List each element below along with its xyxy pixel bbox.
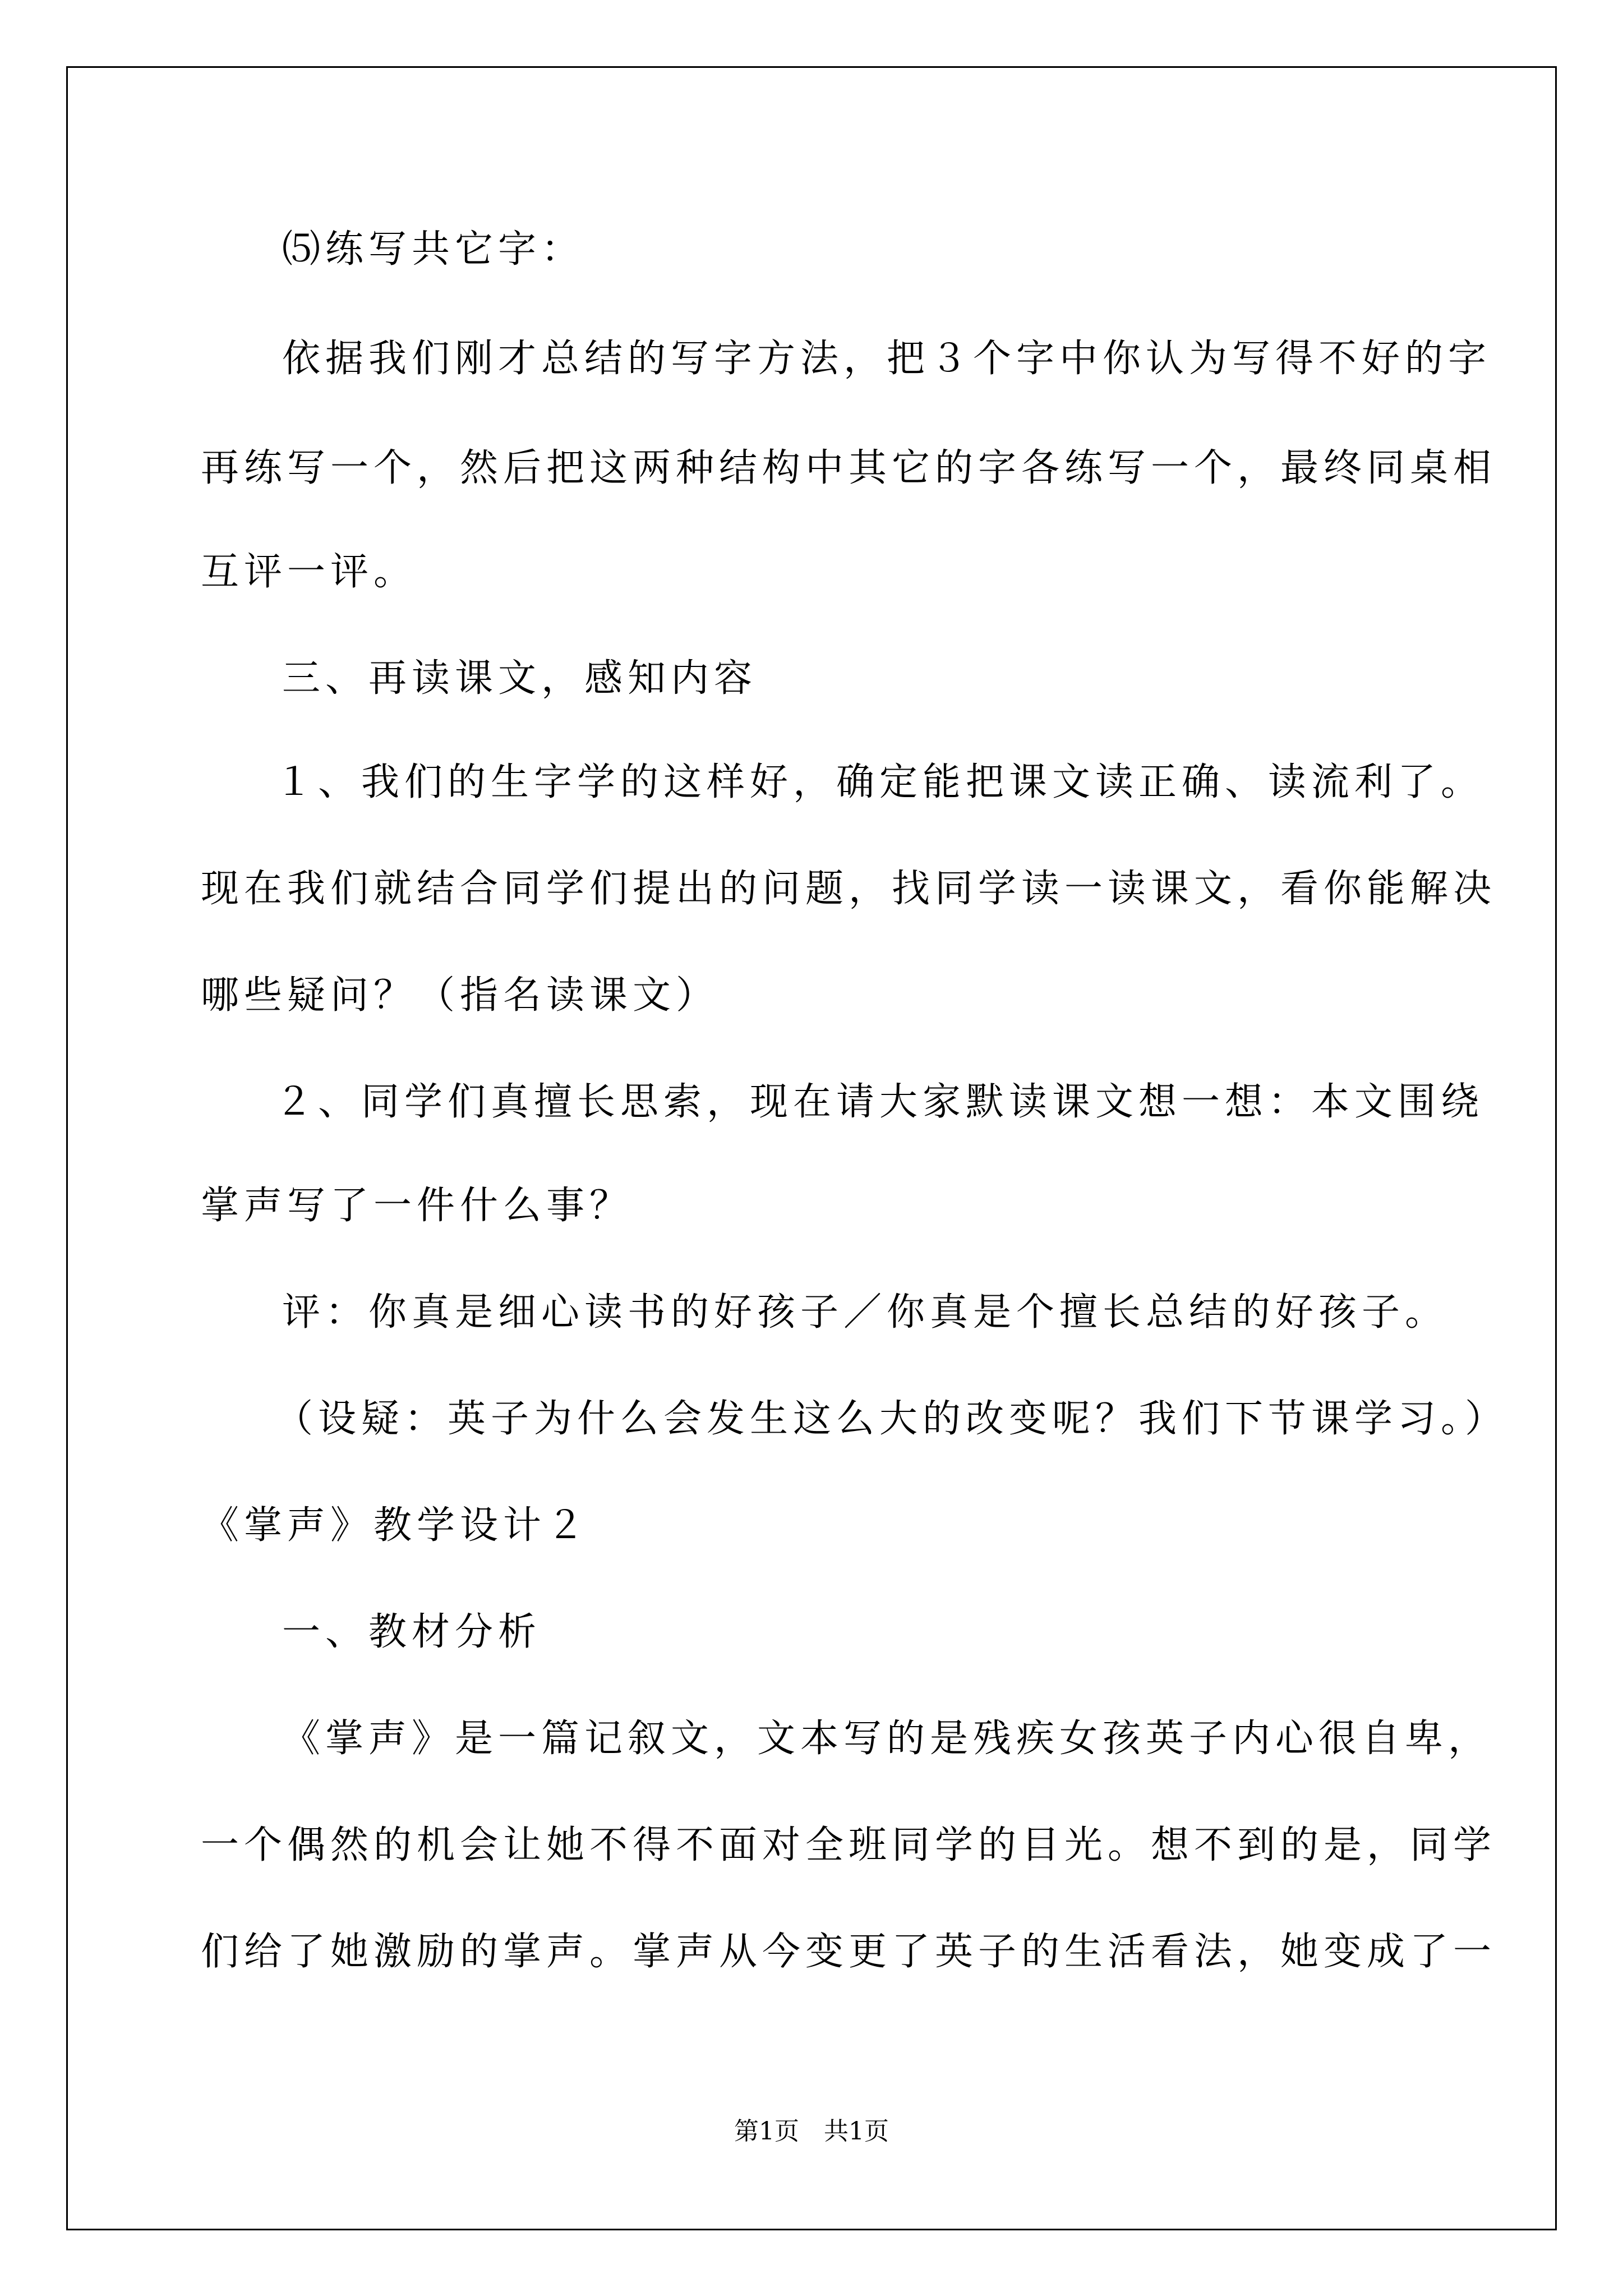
section-heading: 一、教材分析 bbox=[282, 1610, 542, 1654]
text-line: 掌声写了一件什么事？ bbox=[201, 1184, 633, 1228]
text-line: １、我们的生字学的这样好，确定能把课文读正确、读流利了。 bbox=[275, 760, 1484, 804]
text-line: 现在我们就结合同学们提出的问题，找同学读一读课文，看你能解决 bbox=[201, 867, 1497, 911]
document-title: 《掌声》教学设计２ bbox=[201, 1503, 590, 1548]
section-heading: 三、再读课文，感知内容 bbox=[282, 656, 758, 701]
page-frame bbox=[66, 66, 1557, 2230]
text-line: 评：你真是细心读书的好孩子／你真是个擅长总结的好孩子。 bbox=[282, 1290, 1449, 1335]
text-line: 依据我们刚才总结的写字方法，把３个字中你认为写得不好的字 bbox=[282, 337, 1492, 381]
text-line: 《掌声》是一篇记叙文，文本写的是残疾女孩英子内心很自卑， bbox=[282, 1717, 1492, 1761]
text-line: 哪些疑问？（指名读课文） bbox=[201, 973, 720, 1018]
page-number-footer: 第1页 共1页 bbox=[734, 2117, 889, 2146]
text-line: ⑸练写共它字： bbox=[282, 227, 585, 272]
text-line: 一个偶然的机会让她不得不面对全班同学的目光。想不到的是，同学 bbox=[201, 1823, 1497, 1867]
text-line: （设疑：英子为什么会发生这么大的改变呢？我们下节课学习。） bbox=[275, 1397, 1509, 1441]
text-line: 再练写一个，然后把这两种结构中其它的字各练写一个，最终同桌相 bbox=[201, 446, 1497, 490]
text-line: 互评一评。 bbox=[201, 550, 417, 594]
text-line: ２、同学们真擅长思索，现在请大家默读课文想一想：本文围绕 bbox=[275, 1080, 1484, 1124]
text-line: 们给了她激励的掌声。掌声从今变更了英子的生活看法，她变成了一 bbox=[201, 1930, 1497, 1974]
